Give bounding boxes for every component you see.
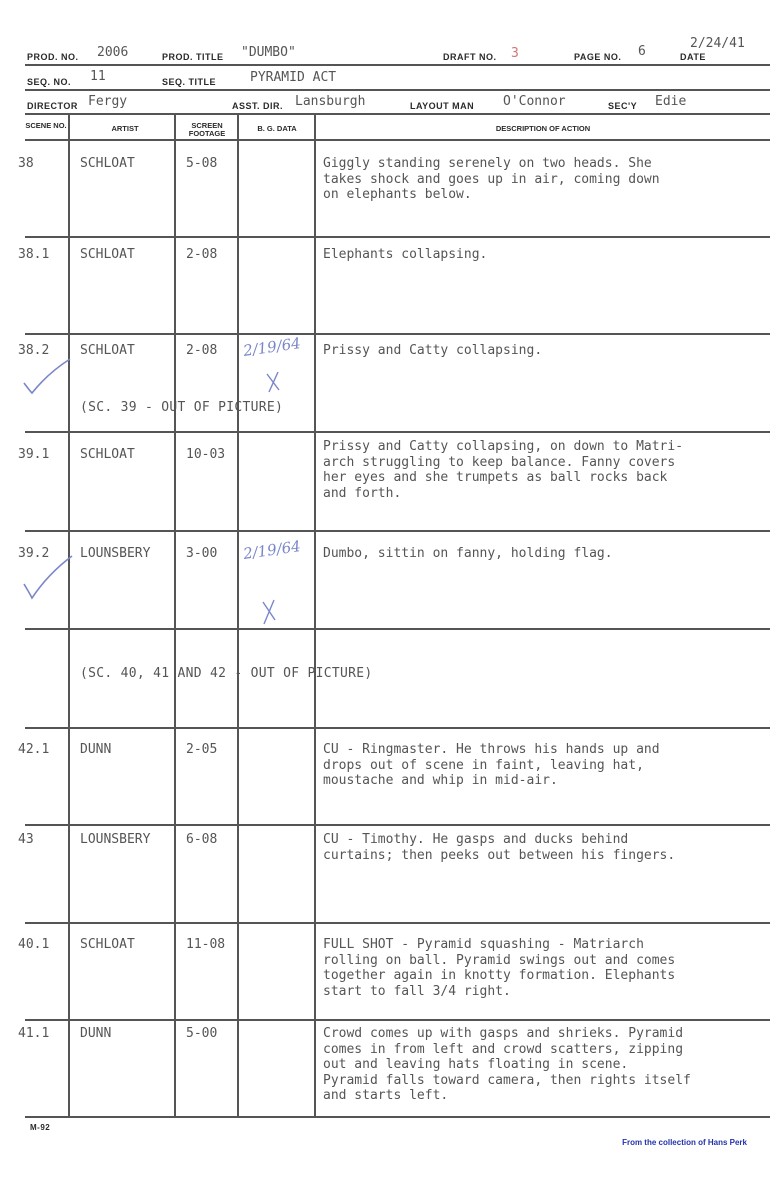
header-rule-3	[25, 113, 770, 115]
seq-no-label: SEQ. NO.	[27, 77, 72, 87]
x-mark-icon	[262, 370, 284, 394]
page-no-label: PAGE NO.	[574, 52, 622, 62]
secy-value: Edie	[655, 94, 687, 109]
action-description: Elephants collapsing.	[323, 247, 488, 262]
divider-scene	[68, 113, 70, 1116]
collection-credit: From the collection of Hans Perk	[622, 1138, 747, 1147]
screen-footage: 5-08	[186, 156, 218, 171]
scene-number: 43	[18, 832, 34, 847]
col-bg-data: B. G. DATA	[257, 124, 297, 133]
scene-number: 38.1	[18, 247, 50, 262]
screen-footage: 2-08	[186, 247, 218, 262]
layout-man-label: LAYOUT MAN	[410, 101, 475, 111]
row-separator	[25, 530, 770, 532]
screen-footage: 6-08	[186, 832, 218, 847]
asst-dir-value: Lansburgh	[295, 94, 366, 109]
artist-name: SCHLOAT	[80, 937, 135, 952]
table-bottom-rule	[25, 1116, 770, 1118]
scene-number: 38.2	[18, 343, 50, 358]
row-separator	[25, 727, 770, 729]
date-value: 2/24/41	[690, 36, 745, 51]
screen-footage: 3-00	[186, 546, 218, 561]
prod-no-value: 2006	[97, 45, 129, 60]
action-description: CU - Ringmaster. He throws his hands up and drops out of scene in faint, leaving hat, moustache and whip in mid-air.	[323, 742, 660, 788]
form-code: M-92	[30, 1123, 51, 1132]
director-label: DIRECTOR	[27, 101, 78, 111]
header-rule-2	[25, 89, 770, 91]
checkmark-icon	[18, 552, 78, 602]
artist-name: DUNN	[80, 742, 112, 757]
screen-footage: 10-03	[186, 447, 226, 462]
row-separator	[25, 1019, 770, 1021]
col-artist: ARTIST	[111, 124, 139, 133]
director-value: Fergy	[88, 94, 128, 109]
artist-name: SCHLOAT	[80, 156, 135, 171]
draft-no-value: 3	[511, 46, 519, 61]
artist-name: LOUNSBERY	[80, 546, 151, 561]
scene-number: 41.1	[18, 1026, 50, 1041]
artist-name: DUNN	[80, 1026, 112, 1041]
out-of-picture-note: (SC. 39 - OUT OF PICTURE)	[80, 400, 284, 415]
row-separator	[25, 333, 770, 335]
row-separator	[25, 922, 770, 924]
row-separator	[25, 236, 770, 238]
action-description: Crowd comes up with gasps and shrieks. Pyramid comes in from left and crowd scatters, zipping out and leaving hats floating in scene. Pyramid falls toward camera, then rights itself and starts left.	[323, 1026, 691, 1103]
scene-number: 38	[18, 156, 34, 171]
action-description: Giggly standing serenely on two heads. She takes shock and goes up in air, coming down on elephants below.	[323, 156, 660, 202]
scene-number: 40.1	[18, 937, 50, 952]
header-rule-1	[25, 64, 770, 66]
handwritten-date: 2/19/64	[242, 334, 302, 360]
divider-bg	[314, 113, 316, 1116]
column-header-rule	[25, 139, 770, 141]
seq-title-label: SEQ. TITLE	[162, 77, 217, 87]
out-of-picture-note: (SC. 40, 41 AND 42 - OUT OF PICTURE)	[80, 666, 373, 681]
draft-no-label: DRAFT NO.	[443, 52, 497, 62]
row-separator	[25, 431, 770, 433]
seq-no-value: 11	[90, 69, 106, 84]
screen-footage: 2-08	[186, 343, 218, 358]
artist-name: LOUNSBERY	[80, 832, 151, 847]
action-description: Prissy and Catty collapsing.	[323, 343, 543, 358]
asst-dir-label: ASST. DIR.	[232, 101, 284, 111]
screen-footage: 5-00	[186, 1026, 218, 1041]
col-scene-no: SCENE NO.	[25, 121, 67, 130]
layout-man-value: O'Connor	[503, 94, 566, 109]
prod-title-label: PROD. TITLE	[162, 52, 224, 62]
col-description: DESCRIPTION OF ACTION	[495, 124, 591, 133]
date-label: DATE	[680, 52, 706, 62]
scene-number: 39.2	[18, 546, 50, 561]
artist-name: SCHLOAT	[80, 247, 135, 262]
action-description: Dumbo, sittin on fanny, holding flag.	[323, 546, 613, 561]
handwritten-date: 2/19/64	[242, 537, 302, 563]
col-screen-footage: SCREEN FOOTAGE	[188, 121, 226, 138]
action-description: FULL SHOT - Pyramid squashing - Matriarch rolling on ball. Pyramid swings out and comes together again in knotty formation. Elephants start to fall 3/4 right.	[323, 937, 676, 999]
artist-name: SCHLOAT	[80, 343, 135, 358]
row-separator	[25, 628, 770, 630]
secy-label: SEC'Y	[608, 101, 638, 111]
checkmark-icon	[18, 355, 78, 400]
scene-number: 42.1	[18, 742, 50, 757]
divider-artist	[174, 113, 176, 1116]
screen-footage: 11-08	[186, 937, 226, 952]
prod-no-label: PROD. NO.	[27, 52, 79, 62]
page-no-value: 6	[638, 44, 646, 59]
row-separator	[25, 824, 770, 826]
divider-footage	[237, 113, 239, 1116]
screen-footage: 2-05	[186, 742, 218, 757]
artist-name: SCHLOAT	[80, 447, 135, 462]
action-description: CU - Timothy. He gasps and ducks behind curtains; then peeks out between his fingers.	[323, 832, 676, 863]
prod-title-value: "DUMBO"	[241, 45, 296, 60]
seq-title-value: PYRAMID ACT	[250, 70, 337, 85]
scene-number: 39.1	[18, 447, 50, 462]
x-mark-icon	[258, 598, 280, 626]
action-description: Prissy and Catty collapsing, on down to Matri- arch struggling to keep balance. Fanny covers her eyes and she trumpets as ball rocks back and forth.	[323, 439, 684, 501]
